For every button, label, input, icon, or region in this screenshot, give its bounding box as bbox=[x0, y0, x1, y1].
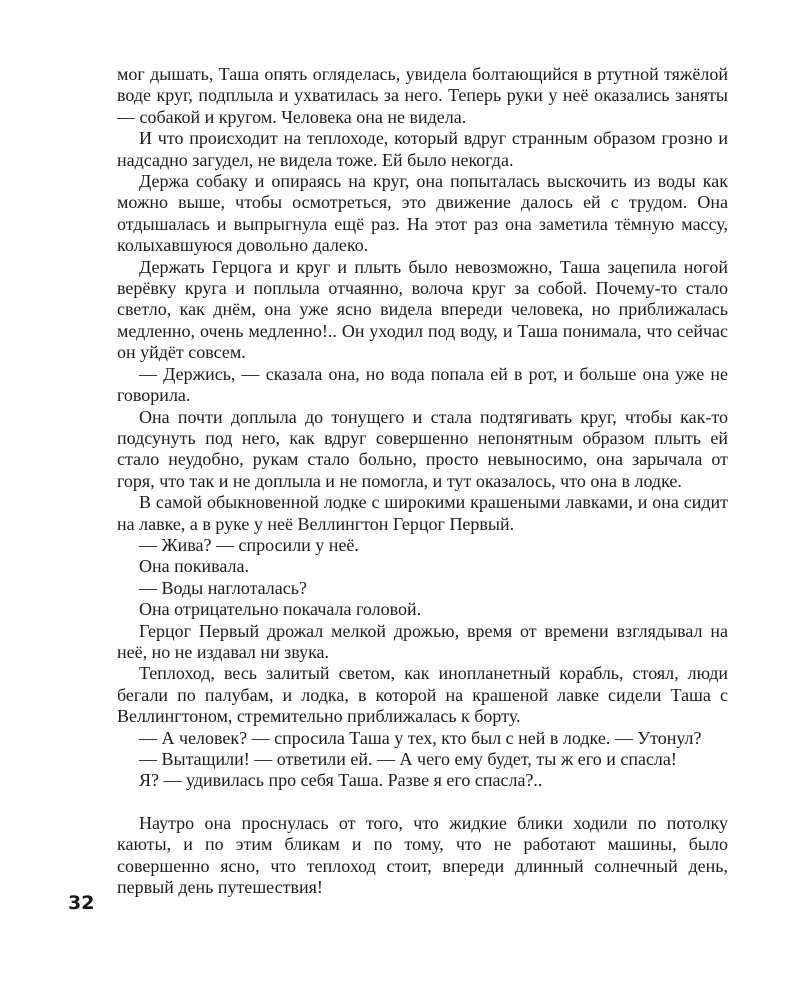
paragraph: Она покивала. bbox=[139, 556, 250, 577]
paragraph: Она отрицательно покачала головой. bbox=[139, 599, 422, 620]
paragraph: Я? — удивилась про себя Таша. Разве я его спасла?.. bbox=[139, 770, 543, 791]
body-text bbox=[117, 64, 728, 898]
paragraph: Наутро она проснулась от того, что жидкие блики ходили по потолку каюты, и по этим бликам и по тому, что не работают машины, было совершенно ясно, что теплоход стоит, впереди длинный солнечный день, первый день путешествия! bbox=[117, 812, 728, 898]
paragraph: И что происходит на теплоходе, который вдруг странным образом грозно и надсадно загудел, не видела тоже. Ей было некогда. bbox=[117, 128, 728, 170]
paragraph: — Вытащили! — ответили ей. — А чего ему будет, ты ж его и спасла! bbox=[139, 749, 677, 769]
paragraph: — Воды наглоталась? bbox=[139, 577, 307, 598]
section-break bbox=[117, 792, 728, 813]
paragraph: Герцог Первый дрожал мелкой дрожью, время от времени взглядывал на неё, но не издавал ни звука. bbox=[117, 620, 728, 662]
paragraph: Держа собаку и опираясь на круг, она попыталась выскочить из воды как можно выше, чтобы осмотреться, это движение далось ей с трудом. Она отдышалась и выпрыгнула ещё раз. На этот раз она заметила тёмную массу, колыхавшуюся довольно далеко. bbox=[117, 171, 728, 256]
paragraph: В самой обыкновенной лодке с широкими крашеными лавками, и она сидит на лавке, а в руке у неё Веллингтон Герцог Первый. bbox=[117, 492, 728, 534]
paragraph: мог дышать, Таша опять огляделась, увидела болтающийся в ртутной тяжёлой воде круг, подплыла и ухватилась за него. Теперь руки у неё оказались заняты — собакой и кругом. Человека она не видела. bbox=[117, 64, 728, 127]
paragraph: — Держись, — сказала она, но вода попала ей в рот, и больше она уже не говорила. bbox=[117, 363, 728, 406]
page-number: 32 bbox=[68, 892, 95, 914]
paragraph: Она почти доплыла до тонущего и стала подтягивать круг, чтобы как-то подсунуть под него, как вдруг совершенно непонятным образом плыть ей стало неудобно, рукам стало больно, просто невыносимо, она зарычала от горя, что так и не доплыла и не помогла, и тут оказалось, что она в лодке. bbox=[117, 406, 728, 491]
paragraph: — А человек? — спросила Таша у тех, кто был с ней в лодке. — Утонул? bbox=[139, 727, 702, 748]
paragraph: — Жива? — спросили у неё. bbox=[139, 534, 359, 555]
paragraph: Держать Герцога и круг и плыть было невозможно, Таша зацепила ногой верёвку круга и поплыла отчаянно, волоча круг за собой. Почему-то стало светло, как днём, она уже ясно видела впереди человека, но приближалась медленно, очень медленно!.. Он уходил под воду, и Таша понимала, что сейчас он уйдёт совсем. bbox=[117, 256, 728, 363]
paragraph: Теплоход, весь залитый светом, как инопланетный корабль, стоял, люди бегали по палубам, и лодка, в которой на крашеной лавке сидели Таша с Веллингтоном, стремительно приближалась к борту. bbox=[117, 663, 728, 727]
